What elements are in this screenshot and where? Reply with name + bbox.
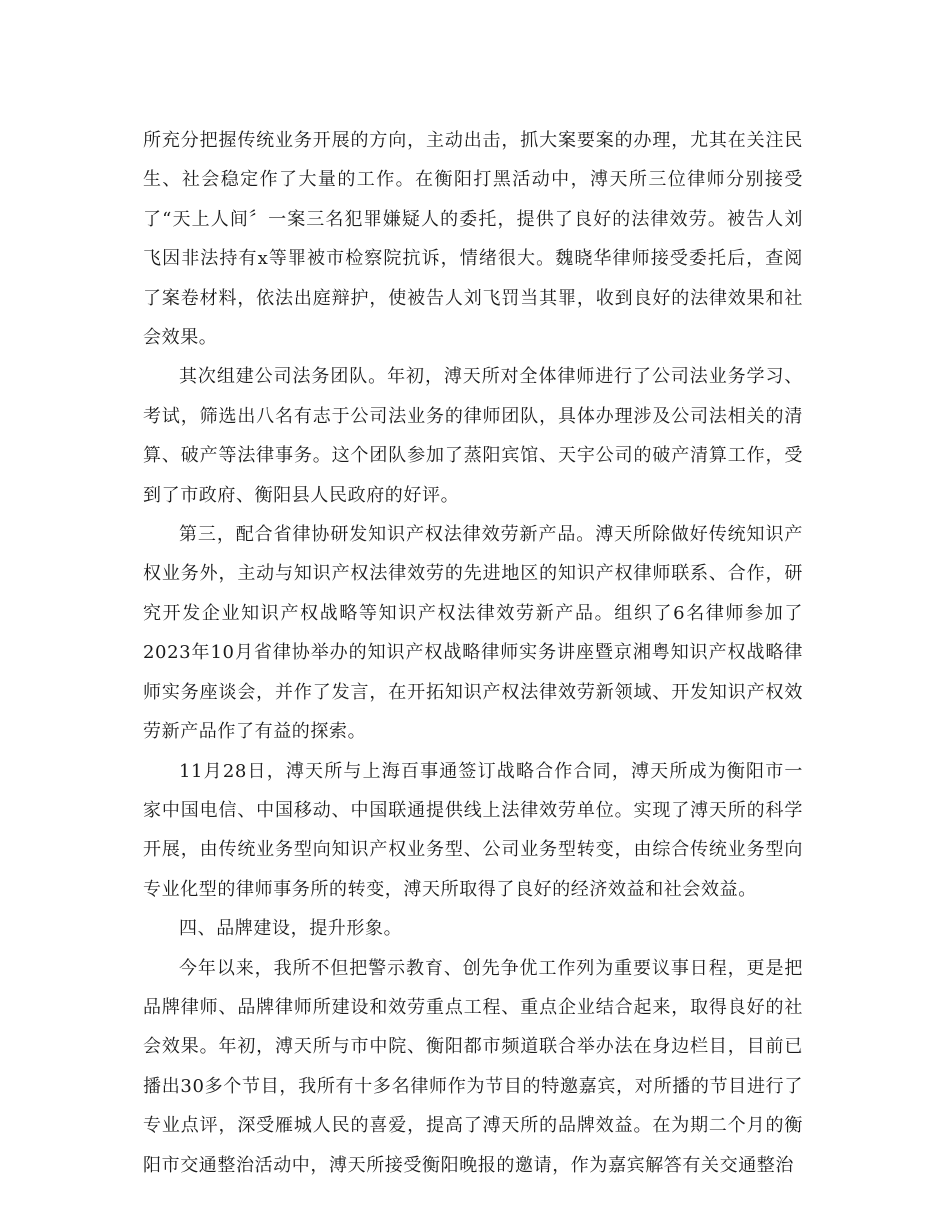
paragraph-ip-products: 第三，配合省律协研发知识产权法律效劳新产品。溥天所除做好传统知识产权业务外，主动与知识产权法律效劳的先进地区的知识产权律师联系、合作，研究开发企业知识产权战略等知识产权法律效劳新产品。组织了6名律师参加了2023年10月省律协举办的知识产权战略律师实务讲座暨京湘粤知识产权战略律师实务座谈会，并作了发言，在开拓知识产权法律效劳新领域、开发知识产权效劳新产品作了有益的探索。 xyxy=(143,524,803,743)
paragraph-strategic-cooperation: 11月28日，溥天所与上海百事通签订战略合作合同，溥天所成为衡阳市一家中国电信、中国移动、中国联通提供线上法律效劳单位。实现了溥天所的科学开展，由传统业务型向知识产权业务型、公司业务型转变，由综合传统业务型向专业化型的律师事务所的转变，溥天所取得了良好的经济效益和社会效益。 xyxy=(143,760,803,900)
section-heading-brand: 四、品牌建设，提升形象。 xyxy=(179,918,403,940)
paragraph-brand-building: 今年以来，我所不但把警示教育、创先争优工作列为重要议事日程，更是把品牌律师、品牌律师所建设和效劳重点工程、重点企业结合起来，取得良好的社会效果。年初，溥天所与市中院、衡阳都市频道联合举办法在身边栏目，目前已播出30多个节目，我所有十多名律师作为节目的特邀嘉宾，对所播的节目进行了专业点评，深受雁城人民的喜爱，提高了溥天所的品牌效益。在为期二个月的衡阳市交通整治活动中，溥天所接受衡阳晚报的邀请，作为嘉宾解答有关交通整治 xyxy=(143,957,803,1176)
document-body xyxy=(143,121,803,1185)
paragraph-continuation: 所充分把握传统业务开展的方向，主动出击，抓大案要案的办理，尤其在关注民生、社会稳定作了大量的工作。在衡阳打黑活动中，溥天所三位律师分别接受了“天上人间〞一案三名犯罪嫌疑人的委托，提供了良好的法律效劳。被告人刘飞因非法持有x等罪被市检察院抗诉，情绪很大。魏晓华律师接受委托后，查阅了案卷材料，依法出庭辩护，使被告人刘飞罚当其罪，收到良好的法律效果和社会效果。 xyxy=(143,130,803,349)
paragraph-legal-team: 其次组建公司法务团队。年初，溥天所对全体律师进行了公司法业务学习、考试，筛选出八名有志于公司法业务的律师团队，具体办理涉及公司法相关的清算、破产等法律事务。这个团队参加了蒸阳宾馆、天宇公司的破产清算工作，受到了市政府、衡阳县人民政府的好评。 xyxy=(143,366,803,506)
